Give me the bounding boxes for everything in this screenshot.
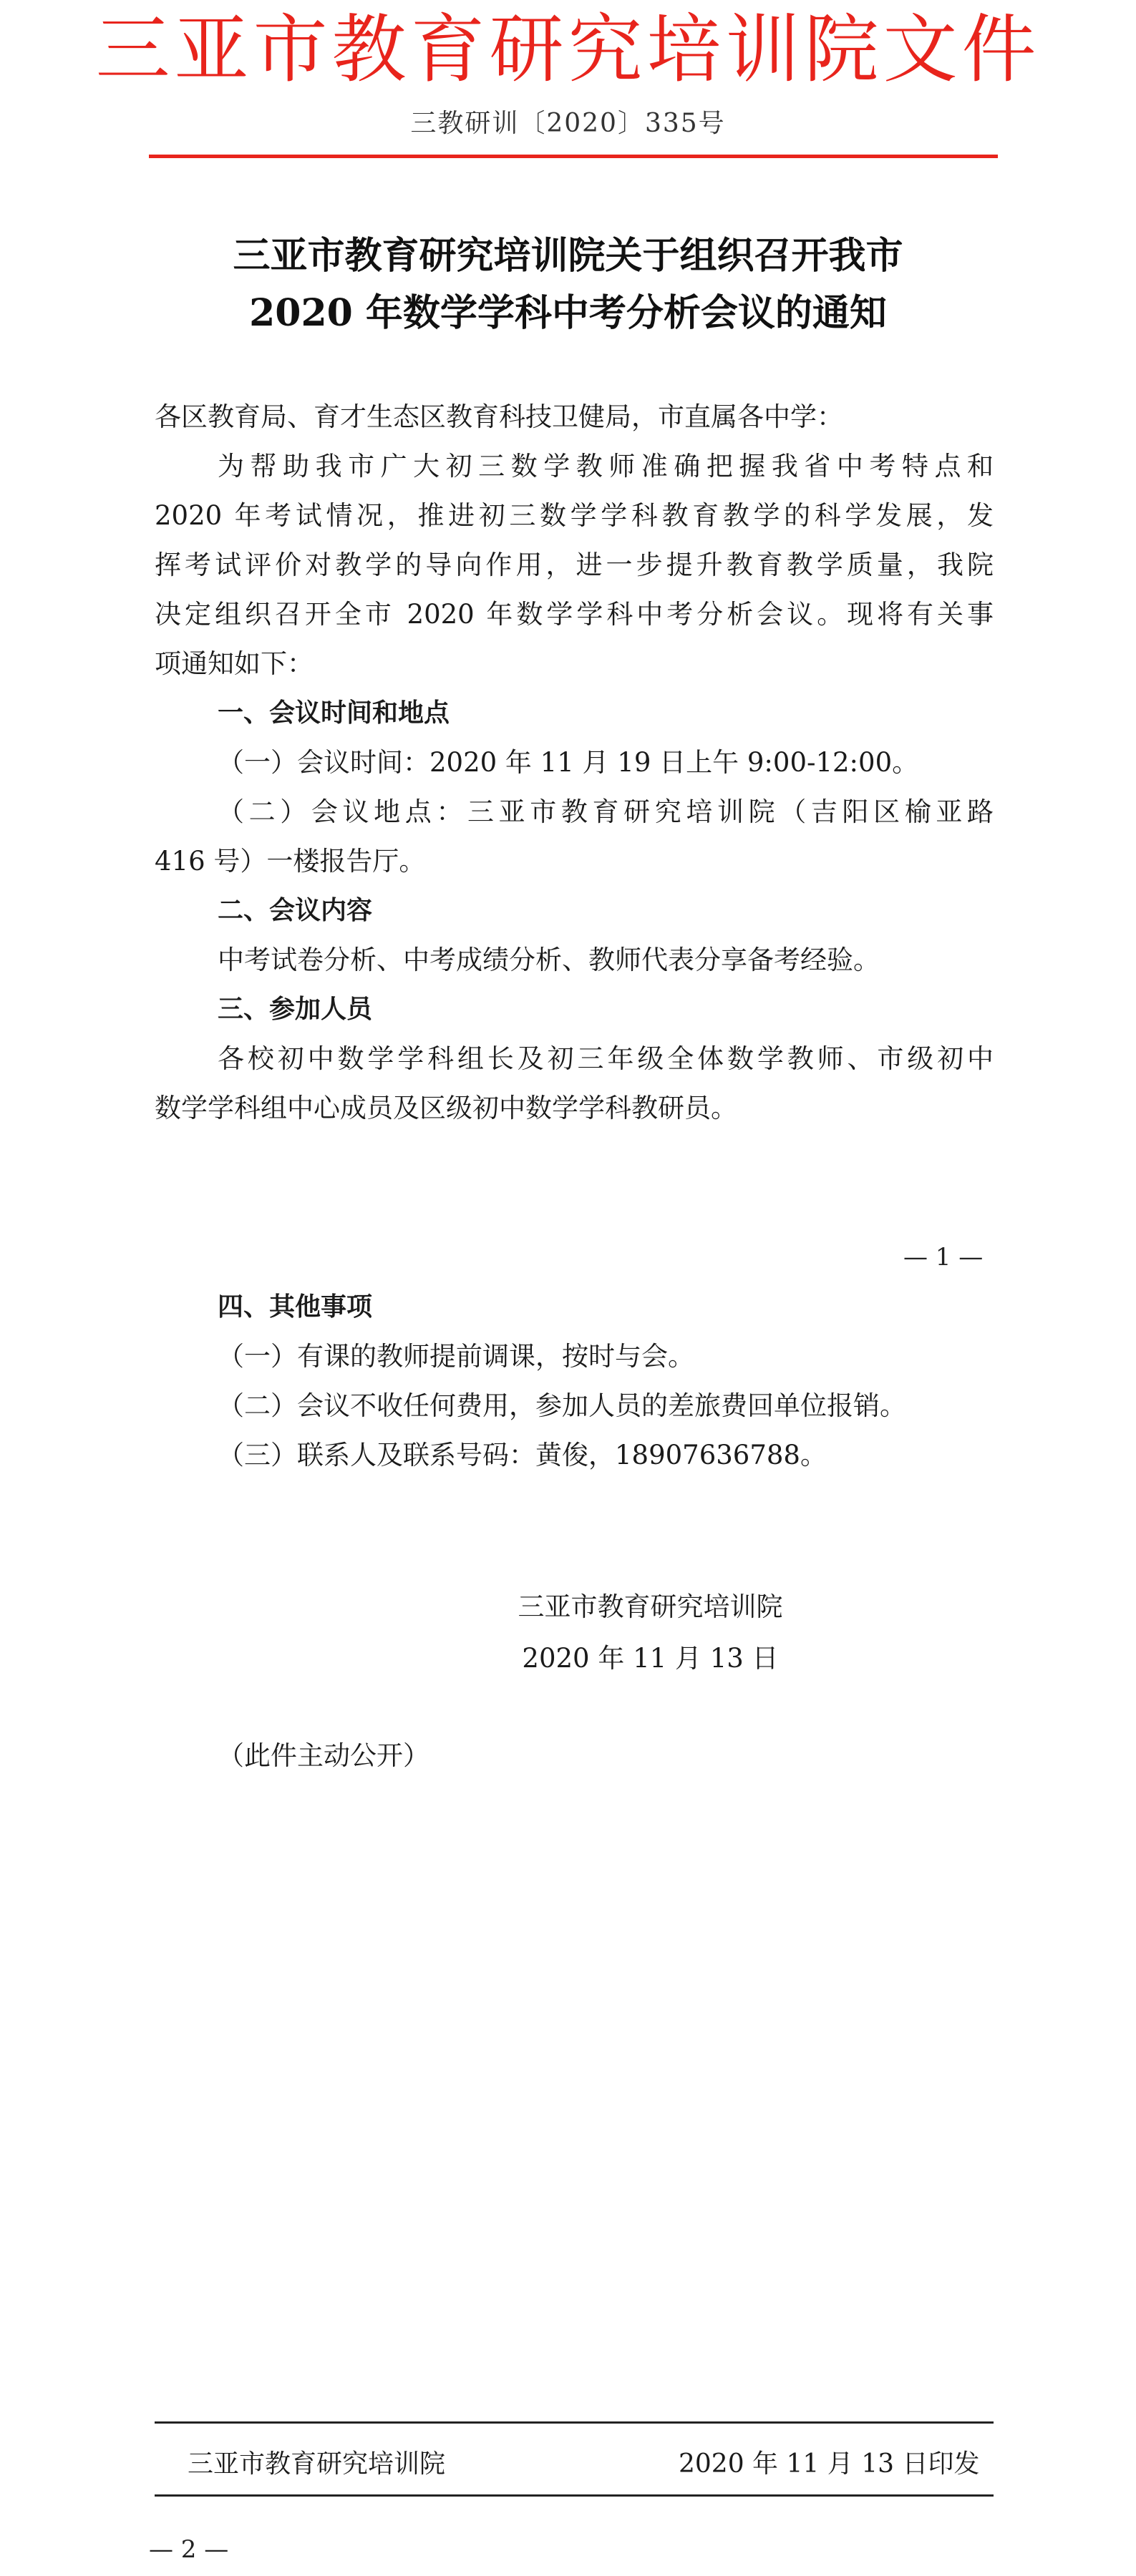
section-1-item-1: （一）会议时间：2020 年 11 月 19 日上午 9:00-12:00。 xyxy=(218,747,919,778)
salutation: 各区教育局、育才生态区教育科技卫健局，市直属各中学： xyxy=(155,401,843,432)
section-1-item-2-line-2: 416 号）一楼报告厅。 xyxy=(155,846,426,877)
notice-title-line-1: 三亚市教育研究培训院关于组织召开我市 xyxy=(233,234,903,278)
section-1-item-2-line-1: （二）会议地点：三亚市教育研究培训院（吉阳区榆亚路 xyxy=(218,796,994,827)
signature-block xyxy=(0,1581,1136,1684)
page-number-1: — 1 — xyxy=(903,1243,984,1272)
section-3-heading: 三、参加人员 xyxy=(218,995,373,1024)
section-4-heading: 四、其他事项 xyxy=(218,1292,373,1322)
section-2-text: 中考试卷分析、中考成绩分析、教师代表分享备考经验。 xyxy=(218,945,880,975)
section-4-item-3: （三）联系人及联系号码：黄俊，18907636788。 xyxy=(218,1440,827,1470)
section-2-heading: 二、会议内容 xyxy=(218,896,373,925)
notice-title-line-2: 2020 年数学学科中考分析会议的通知 xyxy=(249,291,887,335)
page-number-2: — 2 — xyxy=(149,2535,229,2564)
footer-bottom-rule xyxy=(155,2494,994,2497)
intro-line-2: 2020 年考试情况，推进初三数学学科教育教学的科学发展，发 xyxy=(155,500,994,531)
notice-title xyxy=(0,228,1136,342)
document-number: 三教研训〔2020〕335号 xyxy=(410,109,726,138)
intro-line-4: 决定组织召开全市 2020 年数学学科中考分析会议。现将有关事 xyxy=(155,599,994,630)
section-4-item-1: （一）有课的教师提前调课，按时与会。 xyxy=(218,1341,694,1372)
signature-org: 三亚市教育研究培训院 xyxy=(518,1591,783,1622)
notice-body-page-1 xyxy=(155,392,994,1133)
notice-body-page-2 xyxy=(155,1282,994,1480)
section-1-heading: 一、会议时间和地点 xyxy=(218,698,450,728)
footer-issuing-org: 三亚市教育研究培训院 xyxy=(188,2449,446,2479)
header-red-divider xyxy=(149,155,998,158)
section-3-line-2: 数学学科组中心成员及区级初中数学学科教研员。 xyxy=(155,1093,737,1123)
public-disclosure-note: （此件主动公开） xyxy=(218,1740,429,1771)
footer-print-date: 2020 年 11 月 13 日印发 xyxy=(679,2449,980,2479)
section-4-item-2: （二）会议不收任何费用，参加人员的差旅费回单位报销。 xyxy=(218,1390,906,1421)
section-3-line-1: 各校初中数学学科组长及初三年级全体数学教师、市级初中 xyxy=(218,1043,994,1074)
intro-line-1: 为帮助我市广大初三数学教师准确把握我省中考特点和 xyxy=(218,451,994,482)
footer-top-rule xyxy=(155,2421,994,2424)
intro-line-3: 挥考试评价对教学的导向作用，进一步提升教育教学质量，我院 xyxy=(155,550,994,580)
intro-line-5: 项通知如下： xyxy=(155,648,314,679)
document-header-title: 三亚市教育研究培训院文件 xyxy=(95,6,1041,93)
signature-date: 2020 年 11 月 13 日 xyxy=(522,1643,779,1674)
